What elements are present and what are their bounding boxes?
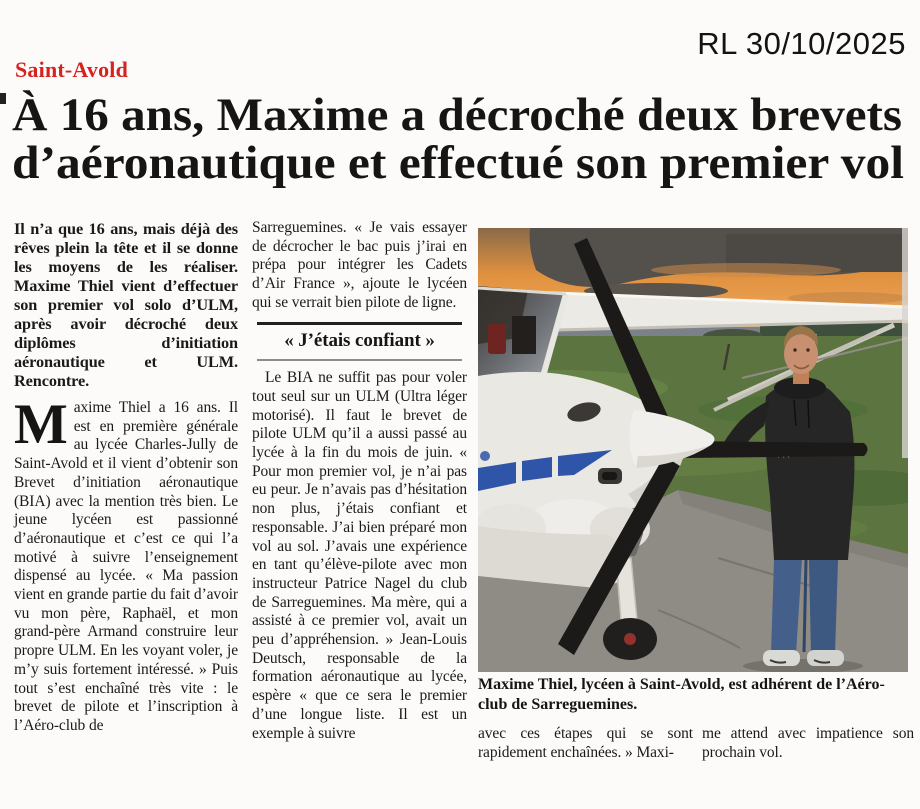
jeans-right-leg (809, 560, 838, 654)
article-photo (478, 228, 908, 672)
drop-cap: M (14, 393, 68, 456)
body-paragraph-1 (14, 393, 238, 736)
photo-caption: Maxime Thiel, lycéen à Saint-Avold, est adhérent de l’Aéro-club de Sarreguemines. (478, 676, 885, 713)
column-1 (14, 219, 238, 736)
kicker-saint-avold: Saint-Avold (15, 57, 129, 82)
hoodie (765, 382, 854, 560)
column-2 (252, 219, 467, 743)
body-paragraph-2: Sarreguemines. « Je vais essayer de décrocher le bac puis j’irai en prépa pour intégrer les Cadets d’Air France », ajoute le lycéen qui se verrait bien pilote de ligne. (252, 219, 467, 311)
scan-artifact (0, 93, 6, 104)
body-text-1: axime Thiel a 16 ans. Il est en première générale au lycée Charles-Jully de Saint-Avold et il vient d’obtenir son Brevet d’initiation aéronautique (BIA) avec la mention très bien. Le jeune lycéen est passionné d’aéronautique et c’est ce qui l’a motivé à suivre l’enseignement dispensé au lycée. « Ma passion vient en grande partie du fait d’avoir vu mon père, Raphaël, et mon grand-père Armand construire leur propre ULM. En les voyant voler, je m’y suis fortement intéressé. » Puis tout s’est enchaîné très vite : le brevet de pilote et l’inscription à l’Aéro-club de (14, 399, 238, 734)
continuation-column-2: me attend avec impatience son prochain vol. (702, 725, 914, 761)
scan-edge-strip (902, 228, 908, 458)
continuation-column-1: avec ces étapes qui se sont rapidement enchaînées. » Maxi- (478, 725, 693, 761)
headline-line-2: d’aéronautique et effectué son premier vol (12, 137, 904, 189)
headline-line-1: À 16 ans, Maxime a décroché deux brevets (12, 90, 902, 141)
handwritten-date: RL 30/10/2025 (697, 26, 906, 61)
headline (12, 90, 910, 192)
blue-stripe (522, 457, 552, 481)
photo-illustration (478, 228, 908, 672)
crosshead: « J’étais confiant » (257, 322, 462, 362)
body-paragraph-3: Le BIA ne suffit pas pour voler tout seul sur un ULM (Ultra léger motorisé). Il faut le brevet de pilote ULM qu’il a aussi passé au lycée à la fin du mois de juin. « Pour mon premier vol, je n’ai pas eu peur. Je n’avais pas d’hésitation non plus, j’étais confiant et responsable. J’ai bien préparé mon vol au sol. J’avais une expérience en tant qu’élève-pilote avec mon instructeur Patrice Nagel du club de Sarreguemines. Ma mère, qui a assisté à ce premier vol, avait un peu d’appréhension. » Jean-Louis Deutsch, responsable de la formation aéronautique au lycée, espère « que ce sera le premier d’une longue liste. Il est un exemple à suivre (252, 369, 467, 742)
lede-paragraph: Il n’a que 16 ans, mais déjà des rêves plein la tête et il se donne les moyens de les réaliser. Maxime Thiel vient d’effectuer son premier vol solo d’ULM, après avoir décroché deux diplômes d’initiation aéronautique et ULM. Rencontre. (14, 219, 238, 390)
